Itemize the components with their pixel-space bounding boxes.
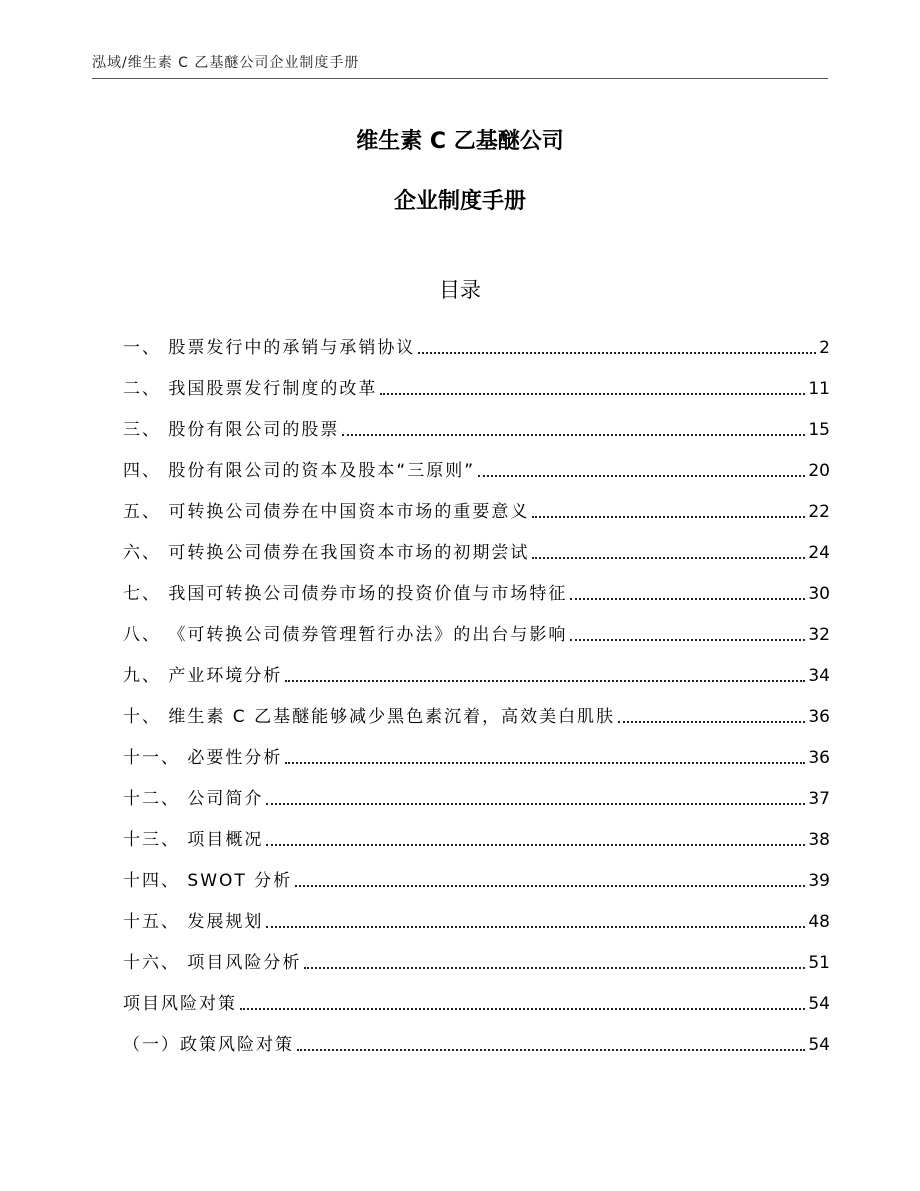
toc-entry-page: 51 — [808, 953, 830, 973]
toc-entry-page: 2 — [819, 338, 830, 358]
toc-entry[interactable] — [123, 404, 830, 445]
dot-leader — [240, 1007, 805, 1010]
toc-entry-page: 34 — [808, 666, 830, 686]
toc-entry-page: 54 — [808, 1035, 830, 1055]
toc-entry-label: 四、 股份有限公司的资本及股本“三原则” — [123, 461, 476, 481]
toc-entry-label: 七、 我国可转换公司债券市场的投资价值与市场特征 — [123, 584, 568, 604]
toc-entry-label: 十二、 公司简介 — [123, 789, 264, 809]
dot-leader — [478, 474, 805, 477]
toc-entry-label: 十五、 发展规划 — [123, 912, 264, 932]
document-subtitle: 企业制度手册 — [393, 189, 526, 214]
toc-entry[interactable] — [123, 937, 830, 978]
toc-entry[interactable] — [123, 691, 830, 732]
toc-entry[interactable] — [123, 568, 830, 609]
table-of-contents — [123, 322, 830, 1060]
toc-entry-page: 22 — [808, 502, 830, 522]
toc-entry[interactable] — [123, 773, 830, 814]
toc-entry-page: 36 — [808, 748, 830, 768]
toc-entry-page: 30 — [808, 584, 830, 604]
dot-leader — [297, 1048, 805, 1051]
toc-entry-page: 24 — [808, 543, 830, 563]
toc-entry-label: 八、 《可转换公司债券管理暂行办法》的出台与影响 — [123, 625, 568, 645]
toc-entry-label: 十、 维生素 C 乙基醚能够减少黑色素沉着，高效美白肌肤 — [123, 707, 616, 727]
toc-entry[interactable] — [123, 732, 830, 773]
toc-entry-label: 六、 可转换公司债券在我国资本市场的初期尝试 — [123, 543, 530, 563]
dot-leader — [342, 433, 805, 436]
toc-entry[interactable] — [123, 322, 830, 363]
toc-entry-page: 36 — [808, 707, 830, 727]
toc-entry-label: 九、 产业环境分析 — [123, 666, 283, 686]
toc-entry-label: 二、 我国股票发行制度的改革 — [123, 379, 378, 399]
toc-entry-label: 十一、 必要性分析 — [123, 748, 283, 768]
dot-leader — [532, 556, 805, 559]
toc-entry-page: 15 — [808, 420, 830, 440]
dot-leader — [570, 638, 805, 641]
toc-entry-label: 十六、 项目风险分析 — [123, 953, 302, 973]
toc-entry[interactable] — [123, 609, 830, 650]
toc-entry-page: 37 — [808, 789, 830, 809]
dot-leader — [618, 720, 805, 723]
toc-entry-label: 十三、 项目概况 — [123, 830, 264, 850]
toc-entry[interactable] — [123, 445, 830, 486]
dot-leader — [295, 884, 805, 887]
dot-leader — [570, 597, 805, 600]
dot-leader — [418, 351, 816, 354]
toc-entry[interactable] — [123, 486, 830, 527]
toc-entry-label: 十四、 SWOT 分析 — [123, 871, 293, 891]
toc-entry[interactable] — [123, 814, 830, 855]
dot-leader — [304, 966, 805, 969]
toc-entry[interactable] — [123, 527, 830, 568]
toc-entry[interactable] — [123, 855, 830, 896]
toc-entry-page: 39 — [808, 871, 830, 891]
dot-leader — [266, 802, 805, 805]
document-title: 维生素 C 乙基醚公司 — [356, 129, 564, 154]
dot-leader — [266, 925, 805, 928]
dot-leader — [532, 515, 805, 518]
toc-entry-page: 32 — [808, 625, 830, 645]
toc-entry[interactable] — [123, 978, 830, 1019]
toc-entry-page: 48 — [808, 912, 830, 932]
toc-entry-page: 54 — [808, 994, 830, 1014]
toc-entry-label: 项目风险对策 — [123, 994, 237, 1014]
toc-entry[interactable] — [123, 650, 830, 691]
running-header: 泓域/维生素 C 乙基醚公司企业制度手册 — [92, 52, 828, 79]
toc-entry-page: 38 — [808, 830, 830, 850]
toc-entry[interactable] — [123, 1019, 830, 1060]
toc-entry-label: （一）政策风险对策 — [123, 1035, 294, 1055]
toc-entry-page: 11 — [808, 379, 830, 399]
dot-leader — [380, 392, 805, 395]
toc-entry[interactable] — [123, 896, 830, 937]
toc-entry[interactable] — [123, 363, 830, 404]
toc-heading: 目录 — [439, 278, 481, 302]
toc-entry-label: 三、 股份有限公司的股票 — [123, 420, 340, 440]
toc-entry-label: 五、 可转换公司债券在中国资本市场的重要意义 — [123, 502, 530, 522]
toc-entry-label: 一、 股票发行中的承销与承销协议 — [123, 338, 416, 358]
toc-entry-page: 20 — [808, 461, 830, 481]
dot-leader — [266, 843, 805, 846]
dot-leader — [285, 679, 805, 682]
dot-leader — [285, 761, 805, 764]
